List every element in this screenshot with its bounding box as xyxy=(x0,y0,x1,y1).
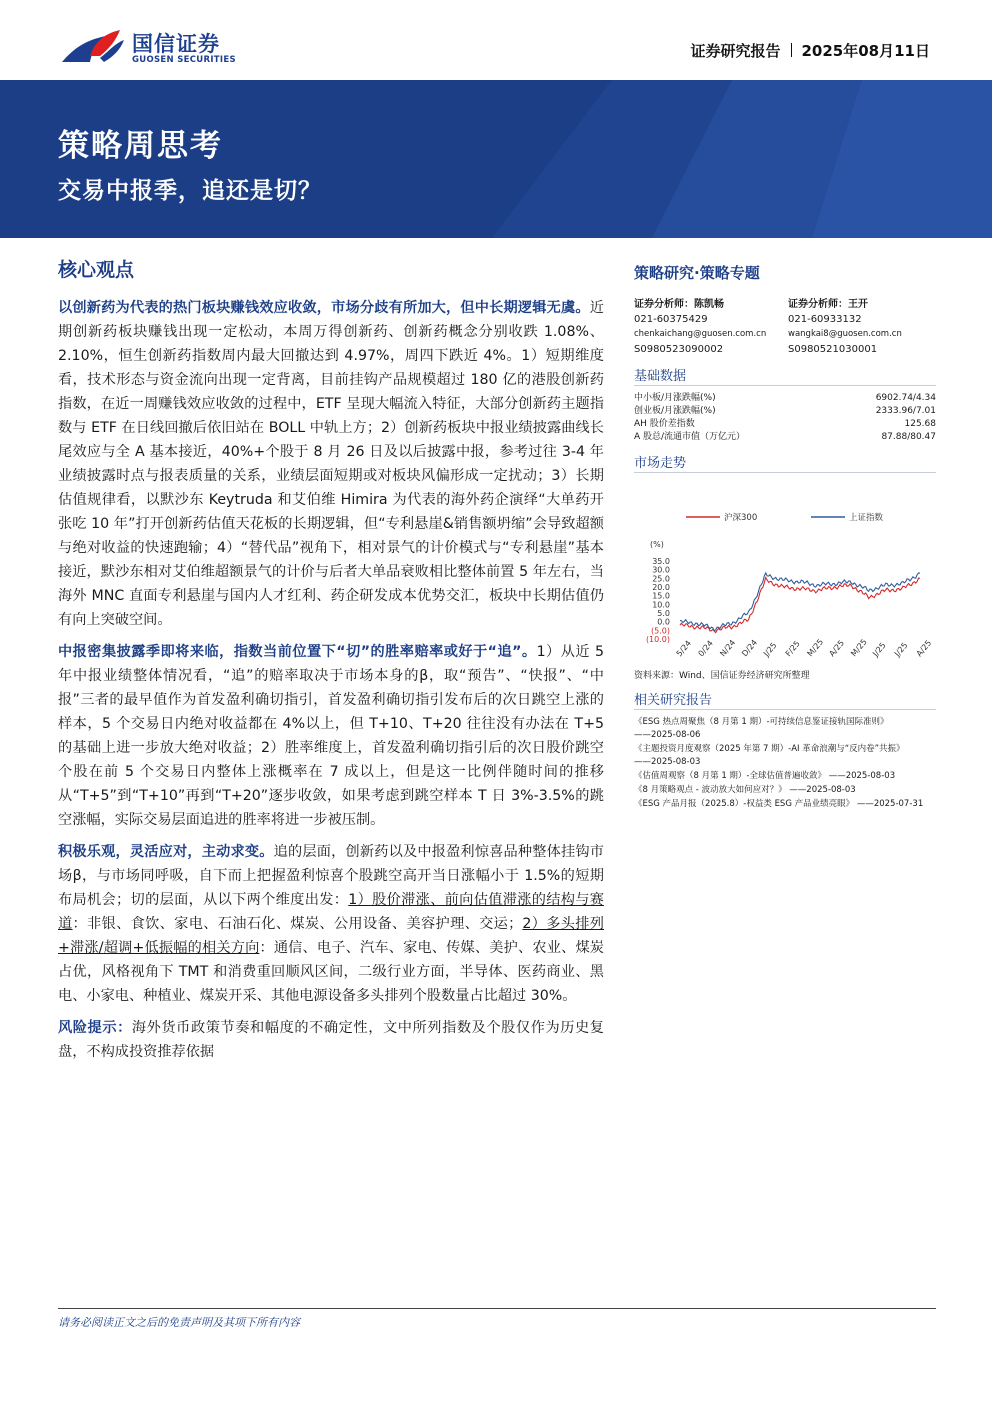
x-tick-label: A/25 xyxy=(827,638,847,659)
x-tick-label: 5/24 xyxy=(674,638,694,659)
y-tick-label: (10.0) xyxy=(645,635,670,644)
analyst-card xyxy=(788,297,936,357)
analyst-phone: 021-60375429 xyxy=(634,314,708,325)
basic-data-row xyxy=(634,392,936,405)
page-header xyxy=(0,0,992,80)
x-tick-label: J/25 xyxy=(892,640,910,659)
logo-text-cn: 国信证券 xyxy=(132,32,220,56)
core-views xyxy=(58,255,604,1072)
company-logo xyxy=(60,24,240,68)
x-tick-label: N/24 xyxy=(718,638,738,659)
trend-chart-svg xyxy=(634,479,936,664)
related-report-item[interactable] xyxy=(634,798,936,811)
basic-data-value: 6902.74/4.34 xyxy=(875,393,936,403)
x-tick-label: M/25 xyxy=(849,637,869,659)
analyst-name: 证券分析师：王开 xyxy=(788,299,868,310)
y-tick-label: (5.0) xyxy=(651,626,670,636)
basic-data-key: A 股总/流通市值（万亿元） xyxy=(634,432,746,442)
related-report-title[interactable]: 《ESG 热点周聚焦（8 月第 1 期）-可持续信息鉴证接轨国际准则》 xyxy=(634,717,889,727)
risk-paragraph xyxy=(58,1016,604,1064)
paragraph-3-underline-1: 1）股价滞涨、前向估值滞涨的结构与赛道 xyxy=(58,892,604,932)
x-tick-label: J/25 xyxy=(761,640,779,659)
title-banner xyxy=(0,80,992,238)
related-reports-title-text: 相关研究报告 xyxy=(634,693,713,708)
paragraph-2-body: 1）从近 5 年中报业绩整体情况看，“追”的赔率取决于市场本身的β，取“预告”、“快报”、“中报”三者的最早值作为首发盈利确切指引，首发盈利确切指引发布后的次日跳空上涨的样本，5 个交易日内绝对收益都在 4%以上，但 T+10、T+20 往往没有办法在 T+5 的基础上进一步放大绝对收益；2）胜率维度上，首发盈利确切指引后的次日股价跳空个股在前 5 个交易日内整体上涨概率在 7 成以上，但是这一比例伴随时间的推移从“T+5”到“T+10”再到“T+20”逐步收敛，如果考虑到跳空样本 T 日 3%-3.5%的跳空涨幅，实际交易层面追进的胜率将进一步被压制。 xyxy=(58,644,604,828)
report-meta xyxy=(690,40,930,61)
legend-label: 沪深300 xyxy=(724,513,758,523)
analyst-card xyxy=(634,297,782,357)
report-date: 2025年08月11日 xyxy=(801,42,930,60)
y-tick-label: 25.0 xyxy=(652,574,670,584)
paragraph-3-underline-2: 2）多头排列+滞涨/超调+低振幅的相关方向 xyxy=(58,916,604,956)
related-report-item[interactable] xyxy=(634,770,936,783)
related-reports-title xyxy=(634,689,936,710)
x-tick-label: F/25 xyxy=(783,639,802,659)
related-report-date: ——2025-08-03 xyxy=(789,785,856,795)
analyst-phone: 021-60933132 xyxy=(788,314,862,325)
x-tick-label: D/24 xyxy=(740,637,760,659)
basic-data-key: 创业板/月涨跌幅(%) xyxy=(634,406,716,416)
related-reports-list xyxy=(634,716,936,811)
y-tick-label: 0.0 xyxy=(657,617,670,627)
market-trend-title-text: 市场走势 xyxy=(634,456,687,471)
analyst-email[interactable]: chenkaichang@guosen.com.cn xyxy=(634,329,767,339)
paragraph-3-body-1: 追的层面，创新药以及中报盈利惊喜品种整体挂钩市场β，与市场同呼吸，自下而上把握盈利惊喜个股跳空高开当日涨幅小于 1.5%的短期布局机会；切的层面，从以下两个维度出发： xyxy=(58,844,604,908)
report-subtitle: 交易中报季，追还是切？ xyxy=(58,178,322,204)
paragraph-3-body-2: ：非银、食饮、家电、石油石化、煤炭、公用设备、美容护理、交运； xyxy=(72,916,523,932)
x-tick-label: M/25 xyxy=(805,637,826,659)
related-report-item[interactable] xyxy=(634,784,936,797)
basic-data-key: AH 股价差指数 xyxy=(634,419,695,429)
paragraph-3-lead: 积极乐观，灵活应对，主动求变。 xyxy=(58,844,274,860)
paragraph-2 xyxy=(58,640,604,832)
y-tick-label: 30.0 xyxy=(652,565,670,575)
related-report-item[interactable] xyxy=(634,716,936,742)
basic-data-value: 87.88/80.47 xyxy=(881,432,936,442)
market-trend-chart xyxy=(634,479,936,664)
basic-data-value: 2333.96/7.01 xyxy=(875,406,936,416)
risk-body: 海外货币政策节奏和幅度的不确定性，文中所列指数及个股仅作为历史复盘，不构成投资推荐依据 xyxy=(58,1020,604,1060)
y-tick-label: 15.0 xyxy=(652,591,670,601)
basic-data-value: 125.68 xyxy=(904,419,936,429)
sidebar xyxy=(634,262,936,812)
paragraph-3 xyxy=(58,840,604,1008)
market-trend-title xyxy=(634,452,936,473)
report-title: 策略周思考 xyxy=(58,128,223,164)
divider xyxy=(791,43,792,57)
paragraph-3-body-3: ：通信、电子、汽车、家电、传媒、美护、农业、煤炭占优，风格视角下 TMT 和消费重回顺风区间，二级行业方面，半导体、医药商业、黑电、小家电、种植业、煤炭开采、其他电源设备多头排列个股数量占比超过 30%。 xyxy=(58,940,604,1004)
y-tick-label: 5.0 xyxy=(657,609,670,618)
footer-divider xyxy=(58,1308,936,1309)
y-tick-label: 35.0 xyxy=(652,557,670,566)
paragraph-1-lead: 以创新药为代表的热门板块赚钱效应收敛，市场分歧有所加大，但中长期逻辑无虞。 xyxy=(58,300,590,316)
paragraph-2-lead: 中报密集披露季即将来临，指数当前位置下“切”的胜率赔率或好于“追”。 xyxy=(58,644,537,660)
related-report-date: ——2025-08-03 xyxy=(634,757,701,767)
paragraph-1 xyxy=(58,296,604,632)
x-tick-label: J/25 xyxy=(871,640,888,659)
logo-text-en: GUOSEN SECURITIES xyxy=(132,55,236,65)
basic-data-table xyxy=(634,392,936,444)
y-tick-label: 10.0 xyxy=(652,600,670,610)
x-tick-label: 0/24 xyxy=(696,638,715,659)
related-report-title[interactable]: 《主题投资月度观察（2025 年第 7 期）-AI 革命浪潮与“反内卷”共振》 xyxy=(634,744,905,754)
analyst-name: 证券分析师：陈凯畅 xyxy=(634,299,724,310)
analyst-license: S0980523090002 xyxy=(634,344,724,355)
footer-disclaimer: 请务必阅读正文之后的免责声明及其项下所有内容 xyxy=(58,1316,300,1329)
y-axis-label: (%) xyxy=(650,540,664,549)
chart-source: 资料来源：Wind、国信证券经济研究所整理 xyxy=(634,671,810,681)
analyst-email[interactable]: wangkai8@guosen.com.cn xyxy=(788,329,902,339)
related-report-date: ——2025-07-31 xyxy=(856,799,924,809)
related-report-item[interactable] xyxy=(634,743,936,769)
related-report-title[interactable]: 《估值周观察（8 月第 1 期）-全球估值普遍收敛》 xyxy=(634,771,826,781)
related-report-title[interactable]: 《ESG 产品月报（2025.8）-权益类 ESG 产品业绩亮眼》 xyxy=(634,799,855,809)
risk-lead: 风险提示： xyxy=(58,1020,132,1036)
basic-data-key: 中小板/月涨跌幅(%) xyxy=(634,393,716,403)
basic-data-title xyxy=(634,365,936,386)
report-category: 策略研究·策略专题 xyxy=(634,264,760,282)
x-tick-label: A/25 xyxy=(914,638,934,659)
basic-data-row xyxy=(634,418,936,431)
legend-label: 上证指数 xyxy=(849,513,884,523)
banner-decoration xyxy=(432,80,992,238)
logo-mark-icon xyxy=(60,26,126,66)
analyst-license: S0980521030001 xyxy=(788,344,878,355)
section-title: 核心观点 xyxy=(58,259,135,281)
series-line-1 xyxy=(680,573,920,631)
basic-data-row xyxy=(634,431,936,444)
basic-data-title-text: 基础数据 xyxy=(634,369,687,384)
y-tick-label: 20.0 xyxy=(652,583,670,592)
related-report-title[interactable]: 《8 月策略观点 - 波动放大如何应对？》 xyxy=(634,785,787,795)
related-report-date: ——2025-08-03 xyxy=(828,771,896,781)
related-report-date: ——2025-08-06 xyxy=(634,730,701,740)
report-type: 证券研究报告 xyxy=(690,42,781,60)
basic-data-row xyxy=(634,405,936,418)
analyst-list xyxy=(634,297,936,357)
paragraph-1-body: 近期创新药板块赚钱出现一定松动，本周万得创新药、创新药概念分别收跌 1.08%、2.10%，恒生创新药指数周内最大回撤达到 4.97%，周四下跌近 4%。1）短期维度看，技术形态与资金流向出现一定背离，目前挂钩产品规模超过 180 亿的港股创新药指数，在近一周赚钱效应收敛的过程中，ETF 呈现大幅流入特征，大部分创新药主题指数与 ETF 在日线回撤后依旧站在 BOLL 中轨上方；2）创新药板块中报业绩披露曲线长尾效应与全 A 基本接近，40%+个股于 8 月 26 日及以后披露中报，参考过往 3-4 年业绩披露时点与报表质量的关系，业绩层面短期或对板块风偏形成一定扰动；3）长期估值规律看，以默沙东 Keytruda 和艾伯维 Himira 为代表的海外药企演绎“大单药开张吃 10 年”打开创新药估值天花板的长期逻辑，但“专利悬崖&销售额坍缩”会导致超额与绝对收益的快速跑输；4）“替代品”视角下，相对景气的计价模式与“专利悬崖”基本接近，默沙东相对艾伯维超额景气的计价与后者大单品衰败相比整体前置 5 年左右，当海外 MNC 直面专利悬崖与国内人才红利、药企研发成本优势交汇，板块中长期估值仍有向上突破空间。 xyxy=(58,300,604,628)
